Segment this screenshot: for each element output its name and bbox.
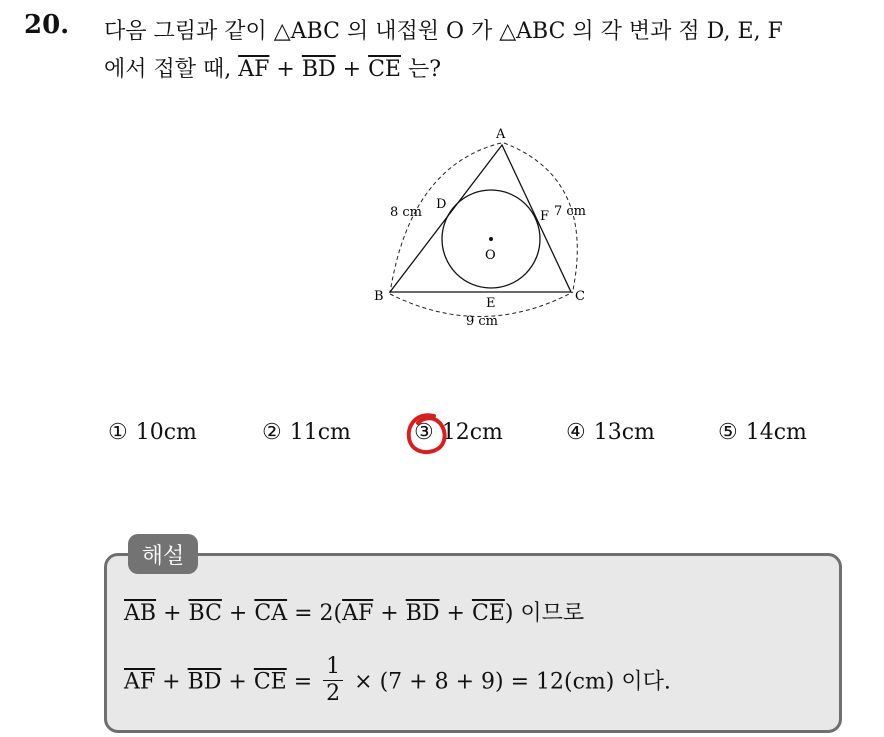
plus-sign: + bbox=[228, 669, 247, 695]
choice-2[interactable] bbox=[262, 420, 351, 445]
solution-badge: 해설 bbox=[128, 534, 198, 574]
length-ac: 7 cm bbox=[554, 204, 587, 219]
segment-af: $\overline{AF}$ bbox=[124, 669, 156, 695]
label-a: A bbox=[496, 127, 506, 142]
choice-text: 11cm bbox=[289, 420, 351, 445]
length-bc: 9 cm bbox=[466, 314, 499, 329]
fraction-one-half bbox=[323, 654, 343, 707]
segment-ce: $\overline{CE}$ bbox=[253, 669, 287, 695]
segment-ce: $\overline{CE}$ bbox=[368, 57, 401, 82]
choice-mark: ③ bbox=[414, 420, 434, 445]
plus-sign: + bbox=[276, 57, 295, 82]
segment-bd: $\overline{BD}$ bbox=[405, 601, 440, 626]
equals-part: = bbox=[286, 669, 320, 695]
segment-ab: $\overline{AB}$ bbox=[124, 601, 157, 626]
triangle-incircle-diagram bbox=[370, 118, 600, 338]
choice-mark: ④ bbox=[566, 420, 586, 445]
solution-line1 bbox=[124, 596, 584, 627]
plus-sign: + bbox=[380, 601, 399, 626]
fraction-denominator: 2 bbox=[326, 681, 341, 706]
label-d: D bbox=[436, 197, 447, 212]
answer-circle-mark-icon bbox=[404, 410, 450, 458]
label-o: O bbox=[485, 248, 496, 263]
segment-af: $\overline{AF}$ bbox=[238, 57, 270, 82]
choice-text: 13cm bbox=[593, 420, 655, 445]
segment-bd: $\overline{BD}$ bbox=[187, 669, 222, 695]
choice-text: 14cm bbox=[745, 420, 807, 445]
choice-mark: ② bbox=[262, 420, 282, 445]
choice-text: 10cm bbox=[135, 420, 197, 445]
choice-1[interactable] bbox=[108, 420, 197, 445]
question-text-line1: 다음 그림과 같이 △ABC 의 내접원 O 가 △ABC 의 각 변과 점 D, E, F bbox=[104, 19, 783, 44]
line2-rest: × (7 + 8 + 9) = 12(cm) 이다. bbox=[347, 669, 671, 695]
label-b: B bbox=[374, 289, 384, 304]
choice-4[interactable] bbox=[566, 420, 655, 445]
plus-sign: + bbox=[228, 601, 248, 626]
question-text-line2 bbox=[104, 52, 441, 83]
label-e: E bbox=[486, 296, 496, 311]
choice-5[interactable] bbox=[718, 420, 807, 445]
center-dot bbox=[489, 237, 493, 241]
choice-text: 12cm bbox=[441, 420, 503, 445]
plus-sign: + bbox=[342, 57, 362, 82]
solution-line2 bbox=[124, 656, 671, 709]
line2-suffix: 는? bbox=[400, 57, 442, 82]
segment-bc: $\overline{BC}$ bbox=[188, 601, 222, 626]
plus-sign: + bbox=[163, 601, 182, 626]
line1-end: ) 이므로 bbox=[504, 601, 585, 626]
question-number: 20. bbox=[24, 10, 70, 40]
label-c: C bbox=[575, 289, 585, 304]
dashed-arc-bc bbox=[390, 292, 573, 317]
segment-ce: $\overline{CE}$ bbox=[471, 601, 505, 626]
segment-ca: $\overline{CA}$ bbox=[254, 601, 288, 626]
plus-sign: + bbox=[446, 601, 465, 626]
segment-bd: $\overline{BD}$ bbox=[301, 57, 336, 82]
choice-mark: ⑤ bbox=[718, 420, 738, 445]
choice-mark: ① bbox=[108, 420, 128, 445]
line2-prefix: 에서 접할 때, bbox=[104, 57, 239, 82]
segment-af: $\overline{AF}$ bbox=[342, 601, 374, 626]
label-f: F bbox=[540, 209, 550, 224]
plus-sign: + bbox=[162, 669, 181, 695]
fraction-numerator: 1 bbox=[323, 654, 343, 681]
length-ab: 8 cm bbox=[390, 205, 423, 220]
equals-part: = 2( bbox=[287, 601, 343, 626]
